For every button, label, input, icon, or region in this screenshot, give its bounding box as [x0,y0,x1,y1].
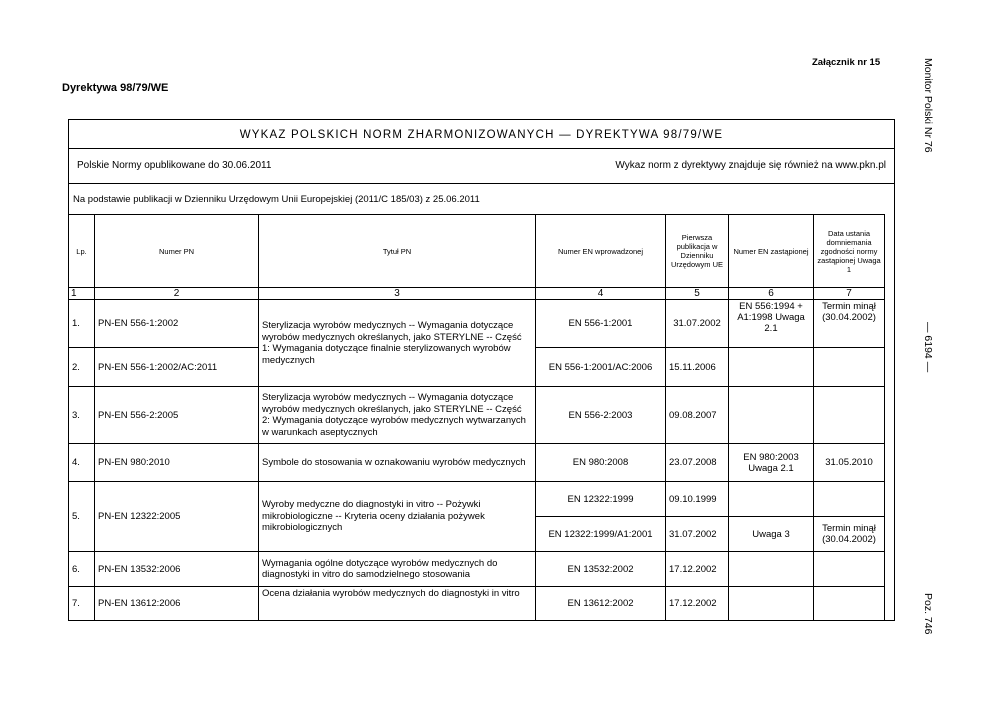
col-num: 1 [69,288,95,300]
annex-number: Załącznik nr 15 [812,57,881,68]
row-date: Termin minął (30.04.2002) [814,517,885,552]
page-number: — 6194 — [922,322,934,373]
row-lp: 7. [69,587,95,621]
col-num: 3 [259,288,536,300]
table-row [69,300,885,348]
row-title: Symbole do stosowania w oznakowaniu wyrobów medycznych [259,444,536,482]
row-lp: 5. [69,482,95,552]
col-num: 6 [729,288,814,300]
table-row [69,482,885,517]
col-num: 7 [814,288,885,300]
row-date: 31.05.2010 [814,444,885,482]
row-en-new: EN 980:2008 [536,444,666,482]
table-row [69,387,885,444]
row-lp: 3. [69,387,95,444]
row-en-new: EN 12322:1999 [536,482,666,517]
col-num: 2 [95,288,259,300]
row-pn: PN-EN 556-2:2005 [95,387,259,444]
header-pn: Numer PN [95,215,259,288]
row-en-new: EN 13532:2002 [536,552,666,587]
row-pn: PN-EN 556-1:2002 [95,300,259,348]
row-first-pub: 17.12.2002 [666,552,729,587]
row-title: Sterylizacja wyrobów medycznych -- Wymagania dotyczące wyrobów medycznych określanych, jako STERYLNE -- Część 2: Wymagania dotyczące wyrobów medycznych wytwarzanych w warunkach aseptycznych [259,387,536,444]
row-en-old: EN 556:1994 + A1:1998 Uwaga 2.1 [729,300,814,348]
row-first-pub: 23.07.2008 [666,444,729,482]
row-date [814,587,885,621]
row-en-old [729,587,814,621]
row-en-new: EN 556-1:2001 [536,300,666,348]
row-pn: PN-EN 13532:2006 [95,552,259,587]
row-lp: 4. [69,444,95,482]
row-pn: PN-EN 13612:2006 [95,587,259,621]
row-date [814,387,885,444]
header-lp: Lp. [69,215,95,288]
row-date [814,348,885,387]
row-lp: 2. [69,348,95,387]
row-en-old [729,482,814,517]
col-num: 4 [536,288,666,300]
table-title: WYKAZ POLSKICH NORM ZHARMONIZOWANYCH — DYREKTYWA 98/79/WE [239,129,724,141]
standards-table [68,214,885,621]
header-en-new: Numer EN wprowadzonej [536,215,666,288]
table-row [69,552,885,587]
row-en-new: EN 556-2:2003 [536,387,666,444]
table-row [69,587,885,621]
row-date [814,482,885,517]
row-date [814,552,885,587]
row-en-old [729,387,814,444]
position-label: Poz. 746 [922,593,934,635]
pkn-list-note: Wykaz norm z dyrektywy znajduje się również na www.pkn.pl [615,160,886,171]
row-pn: PN-EN 12322:2005 [95,482,259,552]
header-title: Tytuł PN [259,215,536,288]
table-header-row [69,215,885,288]
col-num: 5 [666,288,729,300]
row-en-old: EN 980:2003 Uwaga 2.1 [729,444,814,482]
directive-heading: Dyrektywa 98/79/WE [62,82,169,94]
row-title: Wyroby medyczne do diagnostyki in vitro -- Pożywki mikrobiologiczne -- Kryteria oceny działania pożywek mikrobiologicznych [259,482,536,552]
row-date: Termin minął (30.04.2002) [814,300,885,348]
column-number-row [69,288,885,300]
row-title: Wymagania ogólne dotyczące wyrobów medycznych do diagnostyki in vitro do samodzielnego stosowania [259,552,536,587]
row-en-old: Uwaga 3 [729,517,814,552]
row-lp: 6. [69,552,95,587]
published-date-note: Polskie Normy opublikowane do 30.06.2011 [77,160,272,171]
row-en-new: EN 12322:1999/A1:2001 [536,517,666,552]
divider [69,148,894,149]
row-first-pub: 09.10.1999 [666,482,729,517]
publication-basis: Na podstawie publikacji w Dzienniku Urzędowym Unii Europejskiej (2011/C 185/03) z 25.06.2011 [73,194,480,205]
row-pn: PN-EN 980:2010 [95,444,259,482]
row-en-new: EN 13612:2002 [536,587,666,621]
standards-table-frame [68,119,895,621]
row-title: Sterylizacja wyrobów medycznych -- Wymagania dotyczące wyrobów medycznych określanych, jako STERYLNE -- Część 1: Wymagania dotyczące finalnie sterylizowanych wyrobów medycznych [259,300,536,387]
row-en-new: EN 556-1:2001/AC:2006 [536,348,666,387]
row-title: Ocena działania wyrobów medycznych do diagnostyki in vitro [259,587,536,621]
row-lp: 1. [69,300,95,348]
header-en-old: Numer EN zastąpionej [729,215,814,288]
row-first-pub: 09.08.2007 [666,387,729,444]
row-en-old [729,348,814,387]
row-first-pub: 15.11.2006 [666,348,729,387]
header-date: Data ustania domniemania zgodności normy zastąpionej Uwaga 1 [814,215,885,288]
divider [69,183,894,184]
row-en-old [729,552,814,587]
row-first-pub: 17.12.2002 [666,587,729,621]
header-first-pub: Pierwsza publikacja w Dzienniku Urzędowym UE [666,215,729,288]
row-pn: PN-EN 556-1:2002/AC:2011 [95,348,259,387]
row-first-pub: 31.07.2002 [666,300,729,348]
row-first-pub: 31.07.2002 [666,517,729,552]
journal-label: Monitor Polski Nr 76 [922,58,934,153]
table-row [69,444,885,482]
